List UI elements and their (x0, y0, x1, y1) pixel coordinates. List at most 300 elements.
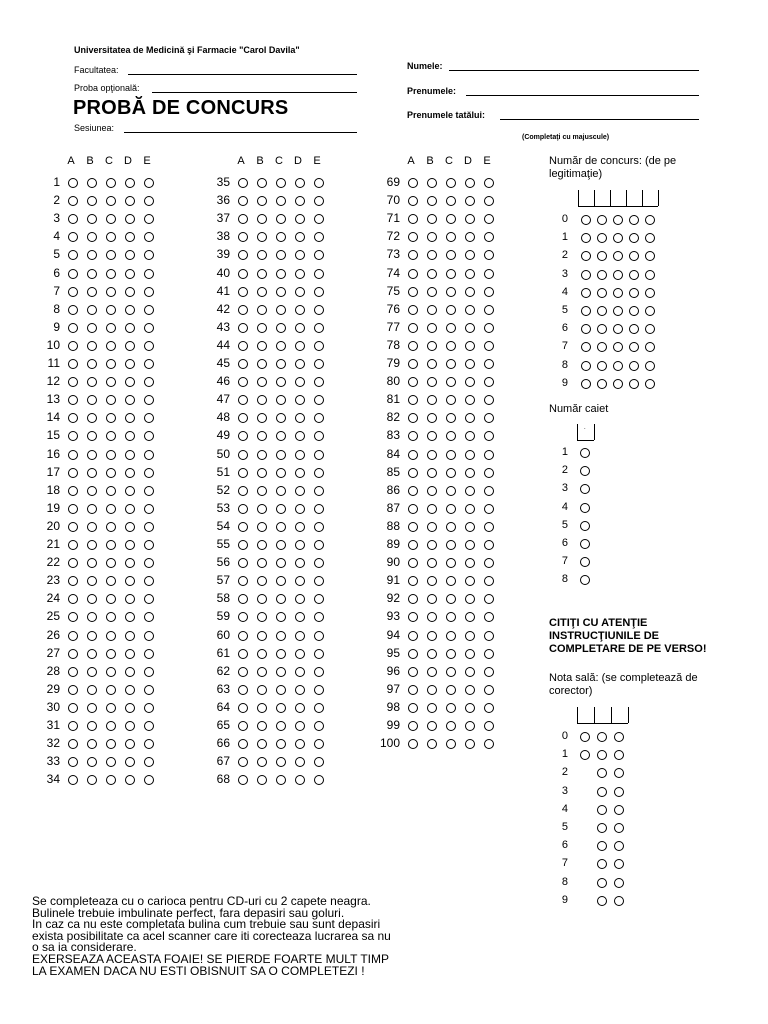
answer-bubble[interactable] (276, 287, 286, 297)
contest-number-bubble[interactable] (613, 251, 623, 261)
answer-bubble[interactable] (295, 685, 305, 695)
answer-bubble[interactable] (87, 413, 97, 423)
answer-bubble[interactable] (238, 576, 248, 586)
answer-bubble[interactable] (465, 685, 475, 695)
contest-number-bubble[interactable] (613, 233, 623, 243)
answer-bubble[interactable] (257, 214, 267, 224)
answer-bubble[interactable] (427, 739, 437, 749)
answer-bubble[interactable] (68, 359, 78, 369)
answer-bubble[interactable] (408, 395, 418, 405)
answer-bubble[interactable] (106, 450, 116, 460)
answer-bubble[interactable] (408, 667, 418, 677)
answer-bubble[interactable] (408, 540, 418, 550)
answer-bubble[interactable] (484, 377, 494, 387)
first-name-field[interactable] (466, 95, 699, 96)
answer-bubble[interactable] (276, 703, 286, 713)
answer-bubble[interactable] (144, 359, 154, 369)
answer-bubble[interactable] (314, 631, 324, 641)
answer-bubble[interactable] (144, 178, 154, 188)
answer-bubble[interactable] (408, 486, 418, 496)
contest-number-bubble[interactable] (613, 342, 623, 352)
room-grade-bubble[interactable] (614, 841, 624, 851)
answer-bubble[interactable] (408, 504, 418, 514)
answer-bubble[interactable] (276, 232, 286, 242)
answer-bubble[interactable] (295, 522, 305, 532)
answer-bubble[interactable] (144, 631, 154, 641)
answer-bubble[interactable] (144, 558, 154, 568)
answer-bubble[interactable] (238, 431, 248, 441)
contest-number-bubble[interactable] (581, 306, 591, 316)
answer-bubble[interactable] (465, 703, 475, 713)
contest-number-bubble[interactable] (581, 288, 591, 298)
notebook-number-bubble[interactable] (580, 539, 590, 549)
answer-bubble[interactable] (295, 468, 305, 478)
answer-bubble[interactable] (465, 178, 475, 188)
answer-bubble[interactable] (276, 667, 286, 677)
optional-test-field[interactable] (152, 92, 357, 93)
contest-number-bubble[interactable] (645, 342, 655, 352)
answer-bubble[interactable] (446, 468, 456, 478)
answer-bubble[interactable] (408, 178, 418, 188)
answer-bubble[interactable] (465, 359, 475, 369)
answer-bubble[interactable] (87, 594, 97, 604)
answer-bubble[interactable] (238, 413, 248, 423)
answer-bubble[interactable] (106, 757, 116, 767)
father-name-field[interactable] (500, 119, 699, 120)
room-grade-bubble[interactable] (597, 750, 607, 760)
contest-number-bubble[interactable] (629, 324, 639, 334)
answer-bubble[interactable] (68, 576, 78, 586)
answer-bubble[interactable] (87, 703, 97, 713)
answer-bubble[interactable] (314, 323, 324, 333)
answer-bubble[interactable] (408, 323, 418, 333)
answer-bubble[interactable] (257, 232, 267, 242)
answer-bubble[interactable] (68, 594, 78, 604)
room-grade-bubble[interactable] (580, 732, 590, 742)
answer-bubble[interactable] (465, 576, 475, 586)
answer-bubble[interactable] (427, 323, 437, 333)
answer-bubble[interactable] (87, 522, 97, 532)
answer-bubble[interactable] (465, 739, 475, 749)
answer-bubble[interactable] (106, 196, 116, 206)
answer-bubble[interactable] (427, 504, 437, 514)
answer-bubble[interactable] (276, 558, 286, 568)
answer-bubble[interactable] (68, 196, 78, 206)
answer-bubble[interactable] (68, 721, 78, 731)
answer-bubble[interactable] (106, 178, 116, 188)
contest-number-bubble[interactable] (613, 324, 623, 334)
contest-number-bubble[interactable] (581, 379, 591, 389)
answer-bubble[interactable] (276, 685, 286, 695)
answer-bubble[interactable] (465, 341, 475, 351)
answer-bubble[interactable] (125, 486, 135, 496)
answer-bubble[interactable] (125, 612, 135, 622)
answer-bubble[interactable] (257, 287, 267, 297)
room-grade-bubble[interactable] (614, 859, 624, 869)
answer-bubble[interactable] (465, 612, 475, 622)
answer-bubble[interactable] (238, 232, 248, 242)
answer-bubble[interactable] (484, 703, 494, 713)
answer-bubble[interactable] (125, 739, 135, 749)
answer-bubble[interactable] (125, 413, 135, 423)
answer-bubble[interactable] (484, 612, 494, 622)
answer-bubble[interactable] (276, 323, 286, 333)
answer-bubble[interactable] (314, 486, 324, 496)
answer-bubble[interactable] (314, 649, 324, 659)
answer-bubble[interactable] (238, 504, 248, 514)
answer-bubble[interactable] (106, 395, 116, 405)
room-grade-bubble[interactable] (614, 750, 624, 760)
answer-bubble[interactable] (68, 631, 78, 641)
answer-bubble[interactable] (295, 196, 305, 206)
answer-bubble[interactable] (257, 377, 267, 387)
answer-bubble[interactable] (465, 323, 475, 333)
answer-bubble[interactable] (257, 685, 267, 695)
answer-bubble[interactable] (144, 685, 154, 695)
answer-bubble[interactable] (125, 431, 135, 441)
answer-bubble[interactable] (257, 178, 267, 188)
answer-bubble[interactable] (276, 612, 286, 622)
answer-bubble[interactable] (427, 359, 437, 369)
answer-bubble[interactable] (125, 232, 135, 242)
answer-bubble[interactable] (68, 775, 78, 785)
answer-bubble[interactable] (87, 558, 97, 568)
answer-bubble[interactable] (257, 757, 267, 767)
answer-bubble[interactable] (238, 703, 248, 713)
answer-bubble[interactable] (106, 214, 116, 224)
answer-bubble[interactable] (257, 703, 267, 713)
answer-bubble[interactable] (257, 522, 267, 532)
answer-bubble[interactable] (125, 522, 135, 532)
answer-bubble[interactable] (125, 540, 135, 550)
answer-bubble[interactable] (484, 250, 494, 260)
answer-bubble[interactable] (68, 305, 78, 315)
answer-bubble[interactable] (408, 359, 418, 369)
answer-bubble[interactable] (446, 649, 456, 659)
answer-bubble[interactable] (427, 631, 437, 641)
answer-bubble[interactable] (87, 359, 97, 369)
answer-bubble[interactable] (238, 649, 248, 659)
answer-bubble[interactable] (238, 287, 248, 297)
answer-bubble[interactable] (314, 739, 324, 749)
answer-bubble[interactable] (446, 196, 456, 206)
contest-number-bubble[interactable] (613, 215, 623, 225)
answer-bubble[interactable] (427, 395, 437, 405)
contest-number-bubble[interactable] (597, 324, 607, 334)
answer-bubble[interactable] (465, 413, 475, 423)
answer-bubble[interactable] (446, 178, 456, 188)
answer-bubble[interactable] (465, 667, 475, 677)
contest-number-bubble[interactable] (613, 306, 623, 316)
answer-bubble[interactable] (276, 721, 286, 731)
answer-bubble[interactable] (106, 504, 116, 514)
answer-bubble[interactable] (295, 214, 305, 224)
answer-bubble[interactable] (68, 703, 78, 713)
answer-bubble[interactable] (68, 612, 78, 622)
room-grade-bubble[interactable] (597, 805, 607, 815)
answer-bubble[interactable] (68, 739, 78, 749)
room-grade-bubble[interactable] (597, 732, 607, 742)
answer-bubble[interactable] (238, 359, 248, 369)
answer-bubble[interactable] (257, 504, 267, 514)
answer-bubble[interactable] (295, 269, 305, 279)
answer-bubble[interactable] (144, 703, 154, 713)
answer-bubble[interactable] (276, 395, 286, 405)
answer-bubble[interactable] (295, 504, 305, 514)
answer-bubble[interactable] (276, 486, 286, 496)
answer-bubble[interactable] (408, 287, 418, 297)
answer-bubble[interactable] (314, 395, 324, 405)
answer-bubble[interactable] (257, 631, 267, 641)
answer-bubble[interactable] (125, 450, 135, 460)
contest-number-bubble[interactable] (597, 270, 607, 280)
contest-number-bubble[interactable] (597, 215, 607, 225)
answer-bubble[interactable] (446, 721, 456, 731)
answer-bubble[interactable] (238, 540, 248, 550)
answer-bubble[interactable] (106, 431, 116, 441)
answer-bubble[interactable] (295, 486, 305, 496)
answer-bubble[interactable] (238, 739, 248, 749)
answer-bubble[interactable] (427, 576, 437, 586)
answer-bubble[interactable] (314, 558, 324, 568)
answer-bubble[interactable] (238, 522, 248, 532)
answer-bubble[interactable] (314, 450, 324, 460)
answer-bubble[interactable] (446, 594, 456, 604)
answer-bubble[interactable] (125, 395, 135, 405)
contest-number-bubble[interactable] (645, 361, 655, 371)
answer-bubble[interactable] (238, 377, 248, 387)
answer-bubble[interactable] (276, 576, 286, 586)
answer-bubble[interactable] (276, 540, 286, 550)
answer-bubble[interactable] (276, 504, 286, 514)
answer-bubble[interactable] (257, 250, 267, 260)
answer-bubble[interactable] (87, 250, 97, 260)
answer-bubble[interactable] (465, 431, 475, 441)
answer-bubble[interactable] (257, 431, 267, 441)
answer-bubble[interactable] (295, 612, 305, 622)
room-grade-bubble[interactable] (614, 823, 624, 833)
answer-bubble[interactable] (106, 232, 116, 242)
answer-bubble[interactable] (314, 685, 324, 695)
answer-bubble[interactable] (125, 631, 135, 641)
answer-bubble[interactable] (144, 232, 154, 242)
answer-bubble[interactable] (465, 504, 475, 514)
answer-bubble[interactable] (87, 757, 97, 767)
contest-number-bubble[interactable] (581, 251, 591, 261)
answer-bubble[interactable] (484, 214, 494, 224)
answer-bubble[interactable] (295, 413, 305, 423)
contest-number-bubble[interactable] (645, 215, 655, 225)
answer-bubble[interactable] (276, 631, 286, 641)
answer-bubble[interactable] (465, 214, 475, 224)
answer-bubble[interactable] (314, 757, 324, 767)
answer-bubble[interactable] (295, 594, 305, 604)
contest-number-bubble[interactable] (629, 288, 639, 298)
answer-bubble[interactable] (125, 468, 135, 478)
answer-bubble[interactable] (238, 323, 248, 333)
answer-bubble[interactable] (87, 269, 97, 279)
answer-bubble[interactable] (276, 431, 286, 441)
contest-number-bubble[interactable] (629, 251, 639, 261)
answer-bubble[interactable] (238, 341, 248, 351)
answer-bubble[interactable] (484, 576, 494, 586)
answer-bubble[interactable] (408, 250, 418, 260)
answer-bubble[interactable] (106, 576, 116, 586)
answer-bubble[interactable] (295, 323, 305, 333)
answer-bubble[interactable] (144, 540, 154, 550)
answer-bubble[interactable] (144, 504, 154, 514)
answer-bubble[interactable] (68, 468, 78, 478)
answer-bubble[interactable] (68, 395, 78, 405)
answer-bubble[interactable] (106, 323, 116, 333)
answer-bubble[interactable] (295, 667, 305, 677)
answer-bubble[interactable] (465, 305, 475, 315)
answer-bubble[interactable] (144, 649, 154, 659)
answer-bubble[interactable] (446, 685, 456, 695)
answer-bubble[interactable] (87, 612, 97, 622)
answer-bubble[interactable] (446, 232, 456, 242)
contest-number-bubble[interactable] (613, 288, 623, 298)
answer-bubble[interactable] (125, 558, 135, 568)
room-grade-bubble[interactable] (614, 732, 624, 742)
answer-bubble[interactable] (125, 305, 135, 315)
answer-bubble[interactable] (465, 468, 475, 478)
answer-bubble[interactable] (427, 522, 437, 532)
answer-bubble[interactable] (257, 739, 267, 749)
answer-bubble[interactable] (257, 667, 267, 677)
answer-bubble[interactable] (295, 232, 305, 242)
answer-bubble[interactable] (106, 468, 116, 478)
answer-bubble[interactable] (446, 305, 456, 315)
notebook-number-bubble[interactable] (580, 466, 590, 476)
contest-number-bubble[interactable] (645, 306, 655, 316)
answer-bubble[interactable] (276, 250, 286, 260)
answer-bubble[interactable] (125, 757, 135, 767)
answer-bubble[interactable] (446, 540, 456, 550)
answer-bubble[interactable] (314, 721, 324, 731)
answer-bubble[interactable] (446, 431, 456, 441)
answer-bubble[interactable] (144, 196, 154, 206)
answer-bubble[interactable] (314, 178, 324, 188)
answer-bubble[interactable] (427, 558, 437, 568)
answer-bubble[interactable] (465, 377, 475, 387)
answer-bubble[interactable] (125, 359, 135, 369)
answer-bubble[interactable] (465, 594, 475, 604)
answer-bubble[interactable] (408, 739, 418, 749)
answer-bubble[interactable] (87, 305, 97, 315)
answer-bubble[interactable] (257, 649, 267, 659)
answer-bubble[interactable] (144, 576, 154, 586)
room-grade-bubble[interactable] (614, 768, 624, 778)
answer-bubble[interactable] (408, 576, 418, 586)
answer-bubble[interactable] (68, 486, 78, 496)
answer-bubble[interactable] (427, 594, 437, 604)
contest-number-bubble[interactable] (629, 215, 639, 225)
answer-bubble[interactable] (144, 214, 154, 224)
answer-bubble[interactable] (68, 431, 78, 441)
answer-bubble[interactable] (408, 631, 418, 641)
answer-bubble[interactable] (427, 269, 437, 279)
answer-bubble[interactable] (125, 649, 135, 659)
answer-bubble[interactable] (314, 269, 324, 279)
answer-bubble[interactable] (144, 522, 154, 532)
contest-number-bubble[interactable] (581, 342, 591, 352)
answer-bubble[interactable] (484, 649, 494, 659)
answer-bubble[interactable] (238, 775, 248, 785)
answer-bubble[interactable] (484, 287, 494, 297)
answer-bubble[interactable] (314, 359, 324, 369)
answer-bubble[interactable] (257, 558, 267, 568)
contest-number-bubble[interactable] (645, 379, 655, 389)
answer-bubble[interactable] (87, 232, 97, 242)
answer-bubble[interactable] (484, 178, 494, 188)
answer-bubble[interactable] (238, 214, 248, 224)
answer-bubble[interactable] (68, 214, 78, 224)
answer-bubble[interactable] (295, 540, 305, 550)
answer-bubble[interactable] (68, 377, 78, 387)
answer-bubble[interactable] (125, 214, 135, 224)
answer-bubble[interactable] (408, 269, 418, 279)
contest-number-bubble[interactable] (645, 270, 655, 280)
answer-bubble[interactable] (87, 377, 97, 387)
answer-bubble[interactable] (314, 287, 324, 297)
answer-bubble[interactable] (408, 377, 418, 387)
contest-number-bubble[interactable] (645, 251, 655, 261)
contest-number-bubble[interactable] (581, 233, 591, 243)
answer-bubble[interactable] (106, 721, 116, 731)
surname-field[interactable] (449, 70, 699, 71)
answer-bubble[interactable] (427, 685, 437, 695)
answer-bubble[interactable] (295, 649, 305, 659)
answer-bubble[interactable] (87, 287, 97, 297)
room-grade-bubble[interactable] (614, 787, 624, 797)
answer-bubble[interactable] (484, 395, 494, 405)
answer-bubble[interactable] (408, 649, 418, 659)
answer-bubble[interactable] (276, 413, 286, 423)
answer-bubble[interactable] (276, 775, 286, 785)
answer-bubble[interactable] (276, 757, 286, 767)
answer-bubble[interactable] (144, 594, 154, 604)
answer-bubble[interactable] (446, 287, 456, 297)
answer-bubble[interactable] (276, 269, 286, 279)
answer-bubble[interactable] (238, 178, 248, 188)
room-grade-bubble[interactable] (597, 823, 607, 833)
answer-bubble[interactable] (427, 703, 437, 713)
answer-bubble[interactable] (87, 631, 97, 641)
answer-bubble[interactable] (125, 287, 135, 297)
answer-bubble[interactable] (257, 450, 267, 460)
answer-bubble[interactable] (295, 377, 305, 387)
answer-bubble[interactable] (446, 558, 456, 568)
notebook-number-bubble[interactable] (580, 448, 590, 458)
answer-bubble[interactable] (314, 468, 324, 478)
answer-bubble[interactable] (125, 377, 135, 387)
contest-number-bubble[interactable] (629, 361, 639, 371)
answer-bubble[interactable] (295, 287, 305, 297)
answer-bubble[interactable] (276, 178, 286, 188)
answer-bubble[interactable] (106, 287, 116, 297)
answer-bubble[interactable] (427, 486, 437, 496)
answer-bubble[interactable] (446, 413, 456, 423)
answer-bubble[interactable] (276, 594, 286, 604)
answer-bubble[interactable] (484, 323, 494, 333)
answer-bubble[interactable] (314, 504, 324, 514)
answer-bubble[interactable] (257, 486, 267, 496)
answer-bubble[interactable] (465, 558, 475, 568)
answer-bubble[interactable] (144, 413, 154, 423)
answer-bubble[interactable] (87, 468, 97, 478)
answer-bubble[interactable] (238, 558, 248, 568)
